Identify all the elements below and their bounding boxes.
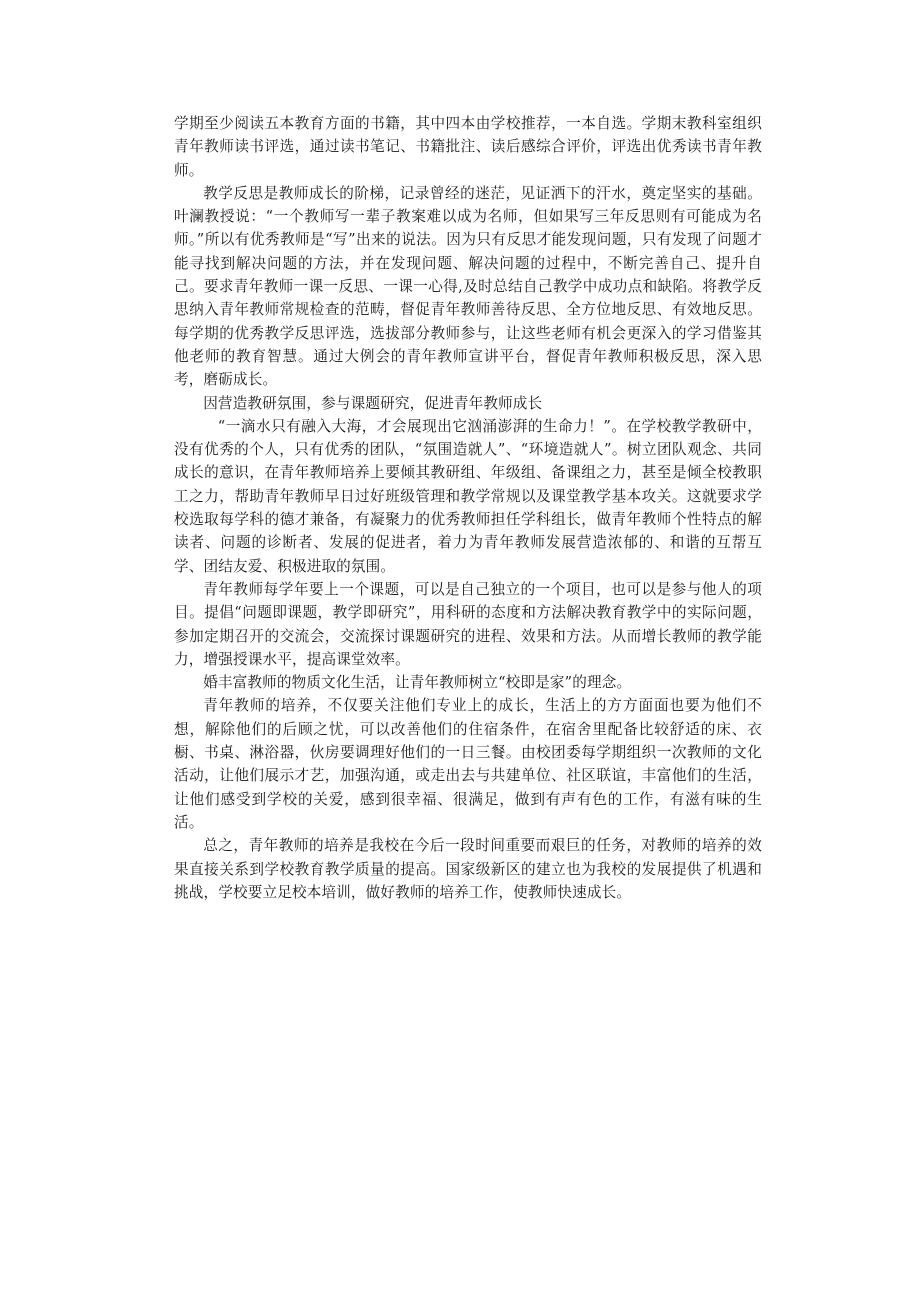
section-heading-teacher-life: 婚丰富教师的物质文化生活，让青年教师树立“校即是家”的理念。: [203, 674, 632, 692]
paragraph-teacher-life: 青年教师的培养，不仅要关注他们专业上的成长，生活上的方方面面也要为他们不想，解除他们的后顾之忧，可以改善他们的住宿条件，在宿舍里配备比较舒适的床、衣橱、书桌、淋浴器，伙房要调理好他们的一日三餐。由校团委每学期组织一次教师的文化活动，让他们展示才艺，加强沟通，或走出去与共建单位、社区联谊，丰富他们的生活，让他们感受到学校的关爱，感到很幸福、很满足，做到有声有色的工作，有滋有味的生活。: [174, 697, 762, 831]
paragraph-research-projects: 青年教师每学年要上一个课题，可以是自己独立的一个项目，也可以是参与他人的项目。提倡“问题即课题，教学即研究”，用科研的态度和方法解决教育教学中的实际问题，参加定期召开的交流会，交流探讨课题研究的进程、效果和方法。从而增长教师的教学能力，增强授课水平，提高课堂效率。: [174, 580, 762, 668]
paragraph-reading-requirement: 学期至少阅读五本教育方面的书籍，其中四本由学校推荐，一本自选。学期末教科室组织青年教师读书评选，通过读书笔记、书籍批注、读后感综合评价，评选出优秀读书青年教师。: [174, 115, 762, 179]
section-heading-research-atmosphere: 因营造教研氛围，参与课题研究，促进青年教师成长: [203, 394, 543, 412]
paragraph-teaching-reflection: 教学反思是教师成长的阶梯，记录曾经的迷茫，见证洒下的汗水，奠定坚实的基础。叶澜教授说：“一个教师写一辈子教案难以成为名师，但如果写三年反思则有可能成为名师。”所以有优秀教师是“写”出来的说法。因为只有反思才能发现问题，只有发现了问题才能寻找到解决问题的方法，并在发现问题、解决问题的过程中，不断完善自己、提升自己。要求青年教师一课一反思、一课一心得,及时总结自己教学中成功点和缺陷。将教学反思纳入青年教师常规检查的范畴，督促青年教师善待反思、全方位地反思、有效地反思。每学期的优秀教学反思评选，选拔部分教师参与，让这些老师有机会更深入的学习借鉴其他老师的教育智慧。通过大例会的青年教师宣讲平台，督促青年教师积极反思，深入思考，磨砺成长。: [174, 184, 762, 389]
document-body: [174, 112, 762, 904]
paragraph-summary: 总之，青年教师的培养是我校在今后一段时间重要而艰巨的任务，对教师的培养的效果直接关系到学校教育教学质量的提高。国家级新区的建立也为我校的发展提供了机遇和挑战，学校要立足校本培训，做好教师的培养工作，使教师快速成长。: [174, 837, 762, 901]
paragraph-team-atmosphere: “一滴水只有融入大海，才会展现出它汹涌澎湃的生命力！”。在学校教学教研中，没有优秀的个人，只有优秀的团队，“氛围造就人”、“环境造就人”。树立团队观念、共同成长的意识，在青年教师培养上要倾其教研组、年级组、备课组之力，甚至是倾全校教职工之力，帮助青年教师早日过好班级管理和教学常规以及课堂教学基本攻关。这就要求学校选取每学科的德才兼备，有凝聚力的优秀教师担任学科组长，做青年教师个性特点的解读者、问题的诊断者、发展的促进者，着力为青年教师发展营造浓郁的、和谐的互帮互学、团结友爱、积极进取的氛围。: [174, 417, 762, 575]
